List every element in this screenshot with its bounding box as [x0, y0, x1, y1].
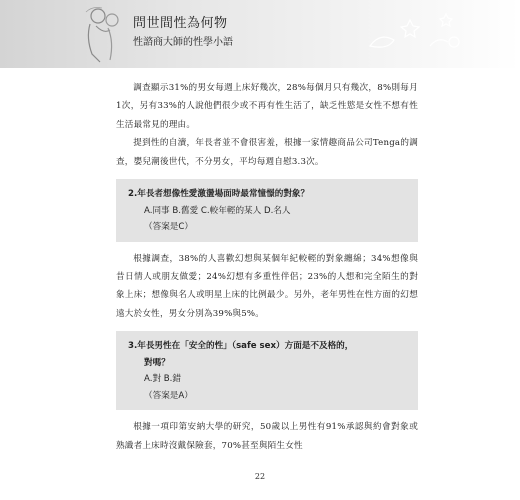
question-title: 2.年長者想像性愛激盪場面時最常憧憬的對象？ [128, 189, 310, 200]
body-paragraph: 根據一項印第安納大學的研究，50歲以上男性有91%承認與約會對象或熟識者上床時沒戴保險套，70%甚至與陌生女性 [116, 422, 418, 451]
question-options: A.同事 B.舊愛 C.較年輕的某人 D.名人 [144, 205, 291, 216]
question-options: A.對 B.錯 [144, 374, 182, 385]
book-subtitle: 性諮商大師的性學小語 [133, 37, 233, 48]
question-title-continued: 對嗎？ [144, 357, 170, 368]
couple-illustration-icon [84, 4, 128, 64]
page-body [116, 79, 418, 455]
page-number: 22 [254, 472, 266, 481]
body-paragraph: 調查顯示31%的男女每週上床好幾次，28%每個月只有幾次，8%則每月1次，另有33%的人說他們很少或不再有性生活了，缺乏性慾是女性不想有性生活最常見的理由。 [116, 83, 418, 130]
question-box-2 [116, 179, 418, 242]
page-header [0, 0, 520, 68]
body-paragraph: 根據調查，38%的人喜歡幻想與某個年紀較輕的對象纏綿；34%想像與昔日情人或朋友做愛；24%幻想有多重性伴侶；23%的人想和完全陌生的對象上床；想像與名人或明星上床的比例最少。另外，老年男性在性方面的幻想遠大於女性，男女分別為39%與5%。 [116, 253, 418, 319]
question-title: 3.年長男性在「安全的性」（safe sex）方面是不及格的， [128, 341, 354, 352]
body-paragraph: 提到性的自瀆，年長者並不會很害羞，根據一家情趣商品公司Tenga的調查，嬰兒潮後世代，不分男女，平均每週自慰3.3次。 [116, 138, 418, 167]
question-box-3 [116, 331, 418, 410]
question-answer: （答案是C） [144, 222, 193, 233]
book-title: 問世間性為何物 [133, 16, 228, 31]
floral-decoration-icon [350, 6, 470, 62]
question-answer: （答案是A） [144, 390, 193, 401]
